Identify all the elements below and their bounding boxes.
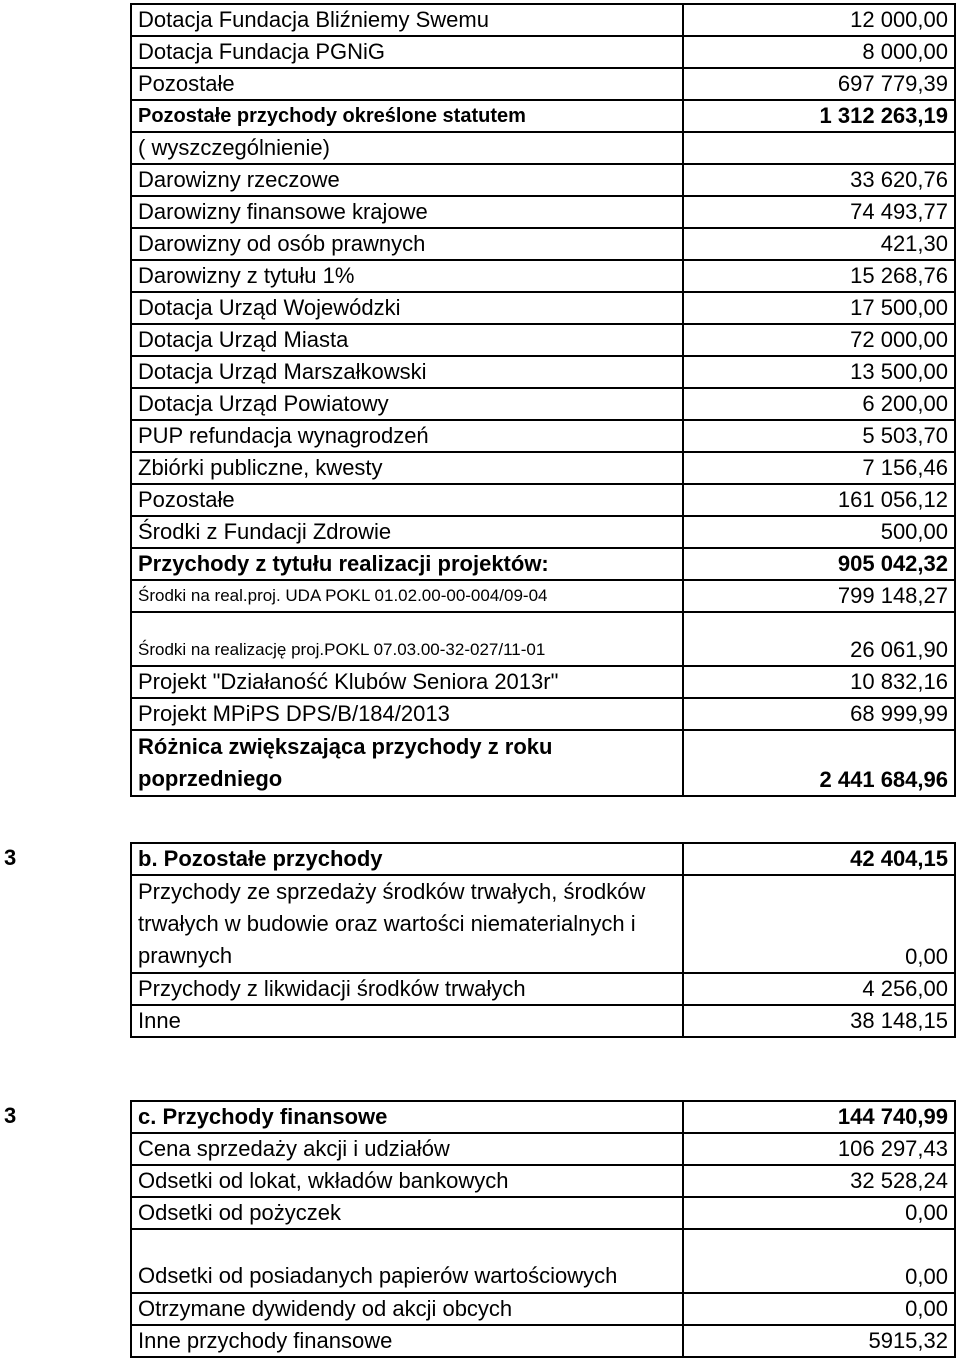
row-label: Darowizny finansowe krajowe: [131, 196, 683, 228]
row-value: 905 042,32: [683, 548, 955, 580]
row-label: b. Pozostałe przychody: [131, 843, 683, 875]
row-value: 6 200,00: [683, 388, 955, 420]
row-label: Dotacja Fundacja Bliźniemy Swemu: [131, 4, 683, 36]
row-value: 12 000,00: [683, 4, 955, 36]
table-row: [131, 388, 955, 420]
table-row: [131, 666, 955, 698]
row-label: Inne: [131, 1005, 683, 1037]
table-row: [131, 1229, 955, 1293]
table-row: [131, 1005, 955, 1037]
row-value: 0,00: [683, 875, 955, 973]
table-row: [131, 68, 955, 100]
row-value: 500,00: [683, 516, 955, 548]
row-value: 17 500,00: [683, 292, 955, 324]
row-value: 33 620,76: [683, 164, 955, 196]
row-label: Odsetki od lokat, wkładów bankowych: [131, 1165, 683, 1197]
row-value: 5 503,70: [683, 420, 955, 452]
row-label: Zbiórki publiczne, kwesty: [131, 452, 683, 484]
row-value: 5915,32: [683, 1325, 955, 1357]
table-row: [131, 580, 955, 612]
table-row: [131, 698, 955, 730]
row-value: 697 779,39: [683, 68, 955, 100]
table-row: [131, 164, 955, 196]
row-label: Pozostałe: [131, 484, 683, 516]
row-value: 161 056,12: [683, 484, 955, 516]
row-value: 8 000,00: [683, 36, 955, 68]
row-label: Inne przychody finansowe: [131, 1325, 683, 1357]
row-value: 0,00: [683, 1197, 955, 1229]
table-row: [131, 4, 955, 36]
table-row: [131, 132, 955, 164]
row-label: Dotacja Urząd Marszałkowski: [131, 356, 683, 388]
row-value: 13 500,00: [683, 356, 955, 388]
row-value: 42 404,15: [683, 843, 955, 875]
section-number-c: 3: [4, 1103, 17, 1128]
row-value: 10 832,16: [683, 666, 955, 698]
row-value: 26 061,90: [683, 612, 955, 666]
table-row: [131, 973, 955, 1005]
table-row: [131, 1101, 955, 1133]
row-label: ( wyszczególnienie): [131, 132, 683, 164]
row-label: Dotacja Urząd Miasta: [131, 324, 683, 356]
row-value: 421,30: [683, 228, 955, 260]
table-row: [131, 730, 955, 796]
row-label: PUP refundacja wynagrodzeń: [131, 420, 683, 452]
row-value: 38 148,15: [683, 1005, 955, 1037]
table-row: [131, 1293, 955, 1325]
revenue-table-main: [130, 3, 956, 797]
row-value: [683, 132, 955, 164]
table-row: [131, 1197, 955, 1229]
row-value: 2 441 684,96: [683, 730, 955, 796]
table-row: [131, 612, 955, 666]
row-label: Pozostałe: [131, 68, 683, 100]
table-row: [131, 292, 955, 324]
table-row: [131, 452, 955, 484]
revenue-table-financial: [130, 1100, 956, 1358]
table-row: [131, 100, 955, 132]
row-value: 7 156,46: [683, 452, 955, 484]
row-label: Dotacja Fundacja PGNiG: [131, 36, 683, 68]
row-value: 0,00: [683, 1229, 955, 1293]
row-label: Darowizny rzeczowe: [131, 164, 683, 196]
table-row: [131, 1165, 955, 1197]
row-label: Przychody z tytułu realizacji projektów:: [131, 548, 683, 580]
revenue-table-other: [130, 842, 956, 1038]
row-label: Projekt MPiPS DPS/B/184/2013: [131, 698, 683, 730]
table-row: [131, 260, 955, 292]
row-label: Środki na realizację proj.POKL 07.03.00-32-027/11-01: [131, 612, 683, 666]
row-label: Projekt "Działaność Klubów Seniora 2013r": [131, 666, 683, 698]
row-label: Pozostałe przychody określone statutem: [131, 100, 683, 132]
row-label: Dotacja Urząd Wojewódzki: [131, 292, 683, 324]
row-value: 72 000,00: [683, 324, 955, 356]
row-label: Cena sprzedaży akcji i udziałów: [131, 1133, 683, 1165]
table-row: [131, 548, 955, 580]
row-value: 0,00: [683, 1293, 955, 1325]
row-value: 799 148,27: [683, 580, 955, 612]
table-row: [131, 196, 955, 228]
row-label: Przychody z likwidacji środków trwałych: [131, 973, 683, 1005]
row-value: 74 493,77: [683, 196, 955, 228]
row-label: c. Przychody finansowe: [131, 1101, 683, 1133]
row-label: Odsetki od posiadanych papierów wartościowych: [131, 1229, 683, 1293]
row-value: 144 740,99: [683, 1101, 955, 1133]
table-row: [131, 1133, 955, 1165]
row-value: 4 256,00: [683, 973, 955, 1005]
table-row: [131, 516, 955, 548]
row-label: Dotacja Urząd Powiatowy: [131, 388, 683, 420]
row-label: Darowizny z tytułu 1%: [131, 260, 683, 292]
row-label: Odsetki od pożyczek: [131, 1197, 683, 1229]
table-row: [131, 843, 955, 875]
row-label: Otrzymane dywidendy od akcji obcych: [131, 1293, 683, 1325]
row-value: 1 312 263,19: [683, 100, 955, 132]
row-label: Środki na real.proj. UDA POKL 01.02.00-00-004/09-04: [131, 580, 683, 612]
row-label: Przychody ze sprzedaży środków trwałych, środków trwałych w budowie oraz wartości niematerialnych i prawnych: [131, 875, 683, 973]
row-label: Różnica zwiększająca przychody z roku poprzedniego: [131, 730, 683, 796]
table-row: [131, 228, 955, 260]
table-row: [131, 875, 955, 973]
table-row: [131, 1325, 955, 1357]
row-value: 106 297,43: [683, 1133, 955, 1165]
table-row: [131, 484, 955, 516]
section-number-b: 3: [4, 845, 17, 870]
table-row: [131, 36, 955, 68]
row-label: Darowizny od osób prawnych: [131, 228, 683, 260]
table-row: [131, 324, 955, 356]
table-row: [131, 356, 955, 388]
row-value: 68 999,99: [683, 698, 955, 730]
row-label: Środki z Fundacji Zdrowie: [131, 516, 683, 548]
row-value: 15 268,76: [683, 260, 955, 292]
row-value: 32 528,24: [683, 1165, 955, 1197]
table-row: [131, 420, 955, 452]
